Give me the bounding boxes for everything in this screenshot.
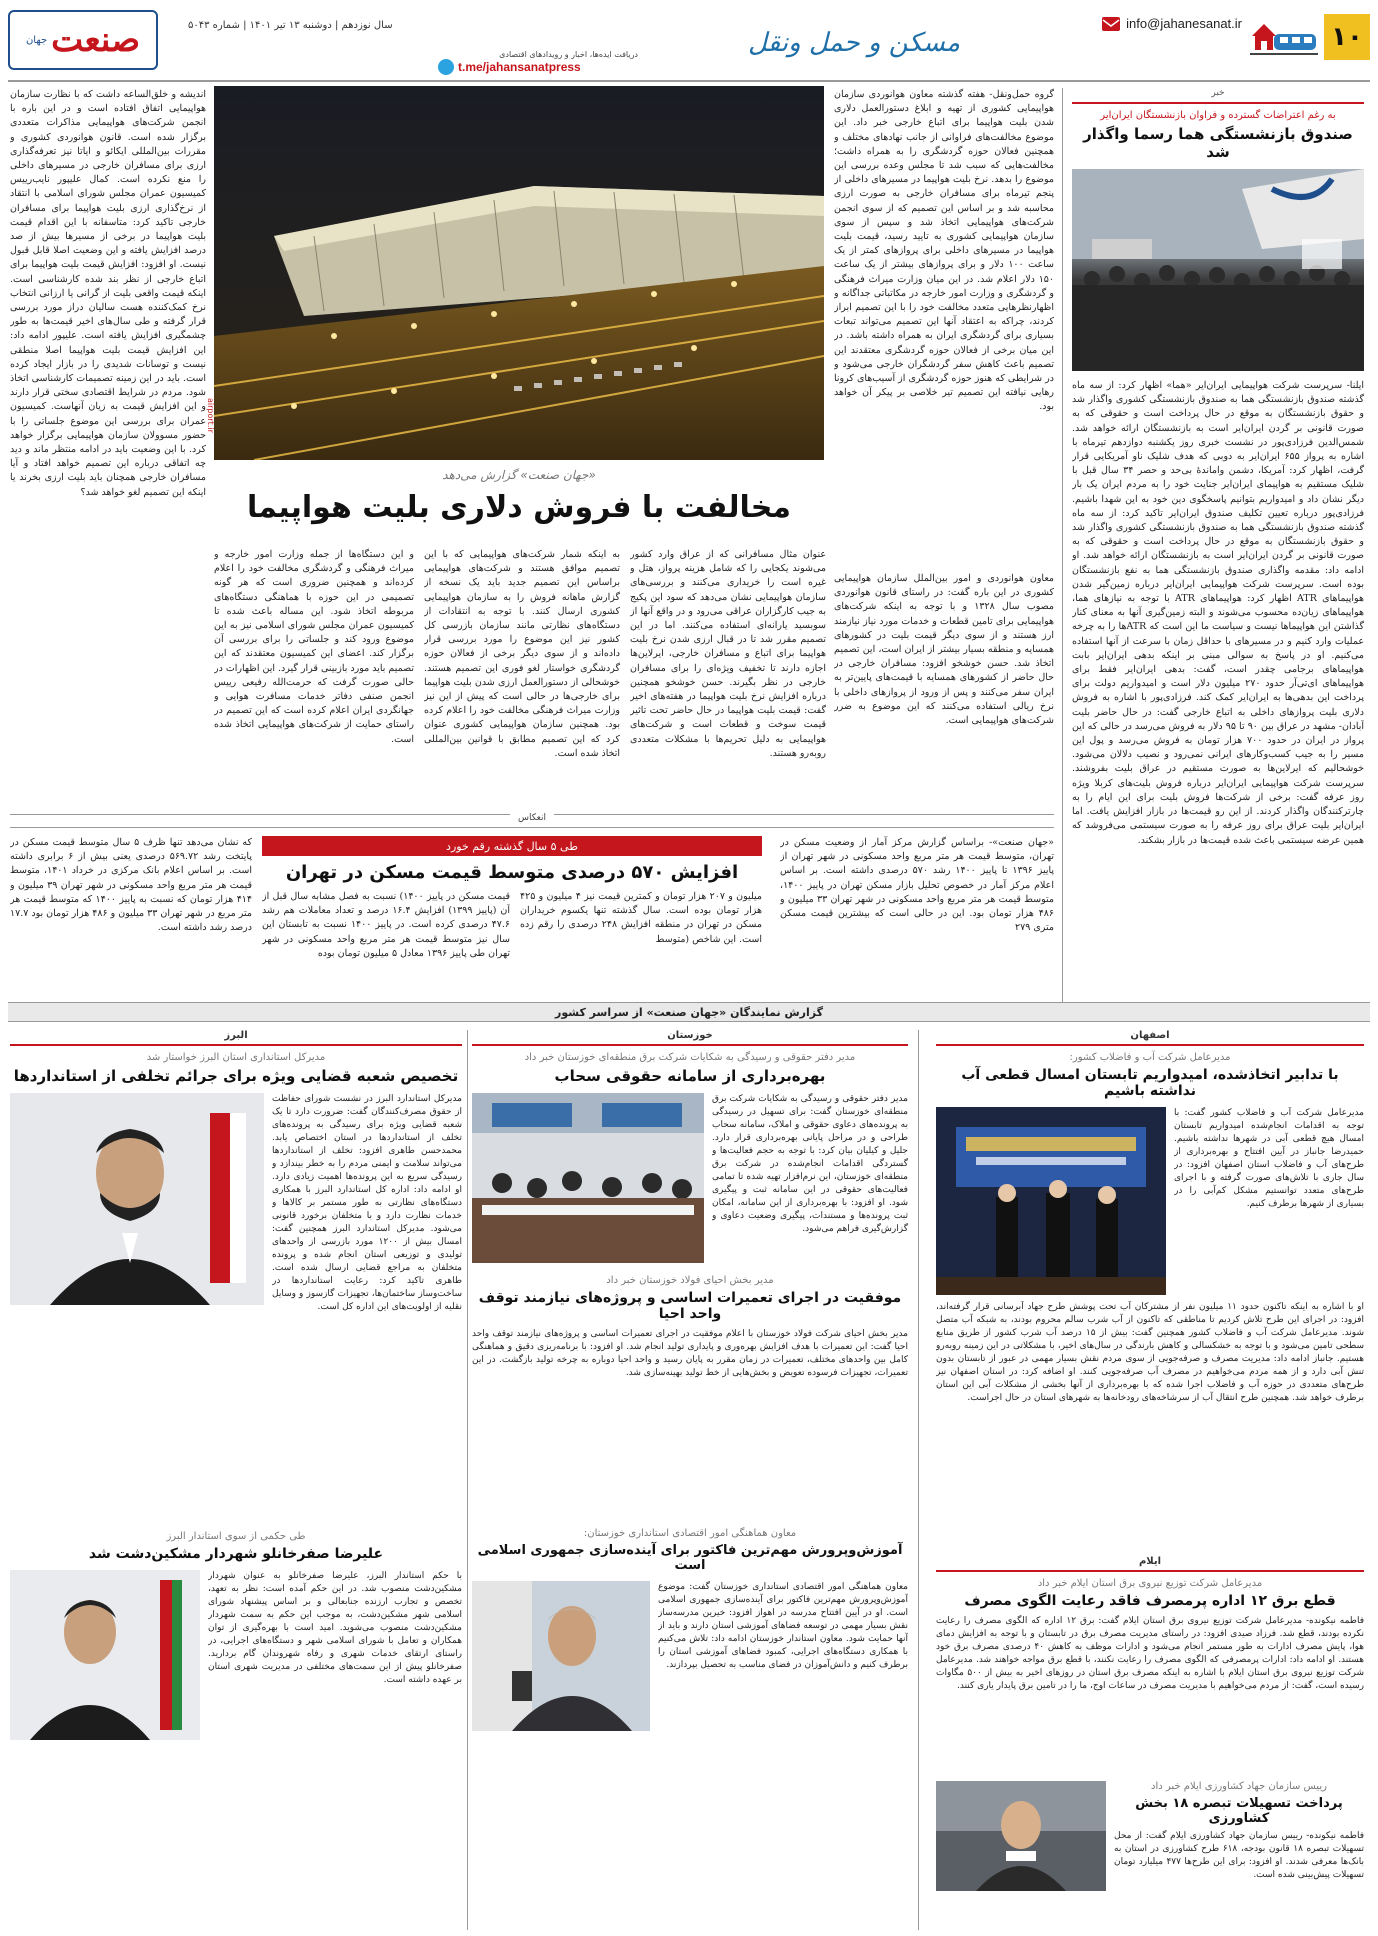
alborz-story xyxy=(10,1030,462,1930)
reflection-col2: میلیون و ۲۰۷ هزار تومان و کمترین قیمت نیز ۴ میلیون و ۴۲۵ هزار تومان بوده است. سال گذشته تنها یکسوم خریداران مسکن در تهران در منطقه افزایش ۲۴۸ درصدی را رقم زده است. این شاخص (متوسط xyxy=(520,891,762,945)
khuzestan-photo xyxy=(472,1093,704,1263)
ilam-photo xyxy=(936,1781,1106,1891)
alborz-headline2: علیرضا صفرخانلو شهردار مشکین‌دشت شد xyxy=(88,1546,384,1562)
khuzestan-kicker3: معاون هماهنگی امور اقتصادی استانداری خوزستان: xyxy=(583,1528,797,1539)
homa-story xyxy=(1072,88,1364,1010)
reflection-kicker-box xyxy=(262,836,762,856)
alborz-headline: تخصیص شعبه قضایی ویژه برای جرائم تخلفی از استانداردها xyxy=(13,1067,459,1085)
khuzestan-story xyxy=(472,1030,908,1930)
khuzestan-headline2: موفقیت در اجرای تعمیرات اساسی و پروژه‌های نیازمند توقف واحد احیا xyxy=(478,1290,902,1322)
alborz-kicker2: طی حکمی از سوی استاندار البرز xyxy=(166,1531,306,1542)
page-number-box xyxy=(1324,14,1370,60)
reflection-tag: انعکاس xyxy=(510,813,554,823)
feature-col-mid3-lower: و این دستگاه‌ها از جمله وزارت امور خارجه و میراث فرهنگی و گردشگری مخالفت خود را اعلام کرده‌اند و همچنین ضروری است که هر گونه تصمیمی در این حوزه با هماهنگی دستگاه‌های مربوطه اتخاذ شود. این مساله باعث شده تا کمیسیون عمران مجلس شورای اسلامی نیز به این موضوع ورود کند و جلساتی را برای بررسی آن برگزار کند. اعضای این کمیسیون معتقدند که این تصمیم باید مورد بازبینی قرار گیرد. این اظهارات در حالی صورت گرفت که حرمت‌الله رفیعی رییس انجمن صنفی دفاتر خدمات مسافرت هوایی و جهانگردی ایران اعلام کرده است که این تصمیم در راستای حمایت از شرکت‌های هواپیمایی اتخاذ شده است. xyxy=(214,549,414,745)
feature-col-mid-lower: عنوان مثال مسافرانی که از عراق وارد کشور می‌شوند یکجایی را که شامل هزینه پرواز، هتل و غیره است را خریداری می‌کنند و بررسی‌های سازمان هواپیمایی نشان می‌دهد که سود این پکیج به جیب کارگزاران عراقی می‌رود و در واقع آنها از سوبسید یارانه‌ای استفاده می‌کنند. اما در این تصمیم مقرر شد تا در قبال ارزی شدن نرخ بلیت هواپیما برای اتباع و مسافران خارجی، ایرلاین‌ها اجازه دارند تا تخفیف ویژه‌ای را برای مسافران خارجی در نظر بگیرند. حسن خوشخو همچنین درباره افزایش نرخ بلیت هواپیما در هفته‌های اخیر گفت: قیمت بلیت هواپیما در حال حاضر تحت تاثیر قیمت سوخت و قطعات است و شرکت‌های هواپیمایی به دلیل تحریم‌ها با مشکلات متعددی روبه‌رو هستند. xyxy=(630,549,826,759)
alborz-kicker: مدیرکل استانداری استان البرز خواستار شد xyxy=(146,1052,326,1063)
khuzestan-headline: بهره‌برداری از سامانه حقوقی سحاب xyxy=(554,1067,826,1085)
khuzestan-headline3: آموزش‌وپرورش مهم‌ترین فاکتور برای آینده‌سازی جمهوری اسلامی است xyxy=(477,1543,903,1573)
ilam-kicker2: رییس سازمان جهاد کشاورزی ایلام خبر داد xyxy=(1151,1781,1327,1792)
right-col-divider xyxy=(1062,88,1063,1008)
email-text[interactable]: info@jahanesanat.ir xyxy=(1126,16,1242,31)
regional-banner-text: گزارش نمایندگان «جهان صنعت» از سراسر کشور xyxy=(555,1005,823,1019)
alborz-body2: با حکم استاندار البرز، علیرضا صفرخانلو به عنوان شهردار مشکین‌دشت منصوب شد. در این حکم آمده است: نظر به تعهد، تخصص و تجارب ارزنده جنابعالی و بر اساس پیشنهاد شورای اسلامی شهر مشکین‌دشت، به موجب این حکم به سمت شهردار مشکین‌دشت منصوب می‌شوید. امید است با بهره‌گیری از توان همکاران و تعامل با شورای اسلامی شهر و دستگاه‌های اجرایی، در راستای ارتقای خدمات شهری و رفاه شهروندان گام بردارید. صفرخانلو پیش از این سمت‌های مختلفی در مدیریت شهری استان بر عهده داشته است. xyxy=(208,1571,462,1685)
telegram-icon xyxy=(438,59,454,75)
train-house-icon xyxy=(1250,18,1318,60)
isfahan-body1: مدیرعامل شرکت آب و فاضلاب کشور گفت: با توجه به اقدامات انجام‌شده امیدواریم تابستان امسال هیچ قطعی آبی در شهرها نداشته باشیم. حمیدرضا جانباز در آیین افتتاح و بهره‌برداری از طرح‌های آب و فاضلاب استان اصفهان افزود: در سال جاری با تلاش‌های صورت گرفته و با اجرای طرح‌های متعدد توانستیم مشکل کم‌آبی را در بسیاری از شهرها برطرف کنیم. xyxy=(1174,1108,1364,1209)
protest-photo xyxy=(1072,169,1364,371)
telegram-promo[interactable] xyxy=(438,50,638,75)
masthead-rule xyxy=(8,80,1370,82)
alborz-portrait xyxy=(10,1093,264,1305)
logo-text: صنعت xyxy=(51,20,141,60)
reflection-kicker: طی ۵ سال گذشته رقم خورد xyxy=(446,839,578,853)
isfahan-story xyxy=(936,1030,1364,1550)
logo-sub: جهان xyxy=(25,34,48,46)
isfahan-label: اصفهان xyxy=(936,1030,1364,1046)
mail-icon xyxy=(1102,17,1120,31)
feature-col-right-lower: معاون هوانوردی و امور بین‌الملل سازمان هواپیمایی کشوری در این باره گفت: در راستای قانون هوانوردی مصوب سال ۱۳۲۸ و با توجه به اینکه شرکت‌های هواپیمایی برای تامین قطعات و خدمات مورد نیاز نیازمند ارز هستند و از سوی دیگر قیمت بلیت در کشورهای همسایه و منطقه بسیار بیشتر از ایران است، این تصمیم اتخاذ شد. حسن خوشخو افزود: مسافران خارجی در حال حاضر از کشورهای همسایه با قیمت‌های پایین‌تر به ایران سفر می‌کنند و پس از ورود از پروازهای داخلی با نرخ ریالی استفاده می‌کنند که این موضوع به ضرر شرکت‌های هواپیمایی است. xyxy=(834,573,1054,727)
isfahan-headline: با تدابیر اتخاذشده، امیدواریم تابستان امسال قطعی آب نداشته باشیم xyxy=(961,1067,1339,1099)
isfahan-kicker: مدیرعامل شرکت آب و فاضلاب کشور: xyxy=(1069,1052,1231,1063)
promo-line: دریافت ایده‌ها، اخبار و رویدادهای اقتصادی xyxy=(499,50,638,59)
alborz-label: البرز xyxy=(10,1030,462,1046)
ilam-story xyxy=(936,1556,1364,1928)
ilam-body2: فاطمه نیکونده- رییس سازمان جهاد کشاورزی ایلام گفت: از محل تسهیلات تبصره ۱۸ قانون بودجه، ۶۱۸ طرح کشاورزی در استان به بانک‌ها معرفی شدند. او افزود: برای این طرح‌ها ۴۷۷ میلیارد تومان تسهیلات پیش‌بینی شده است. xyxy=(1114,1831,1364,1880)
reflection-header xyxy=(10,814,1054,828)
isfahan-photo xyxy=(936,1107,1166,1295)
khuzestan-kicker: مدیر دفتر حقوقی و رسیدگی به شکایات شرکت برق منطقه‌ای خوزستان خبر داد xyxy=(524,1052,856,1063)
feature-col1: گروه حمل‌ونقل- هفته گذشته معاون هوانوردی سازمان هواپیمایی کشوری از تهیه و ابلاغ دستورالعمل دلاری شدن بلیت هواپیما برای اتباع خارجی خبر داد. این موضوع مخالفت‌های فراوانی از جانب نهادهای مختلف و همچنین فعالان حوزه گردشگری را به همراه داشت؛ مخالفت‌هایی که سبب شد تا مجلس وعده بررسی این موضوع را بدهد. نرخ بلیت هواپیما در مسیرهای داخلی از پنجم تیرماه برای مسافران خارجی به صورت ارزی محاسبه شد و بر اساس این تصمیم که از سوی انجمن شرکت‌های هواپیمایی اتخاذ شد و سپس از سوی سازمان هواپیمایی کشوری به تایید رسید، قیمت بلیت هواپیما در مسیرهای داخلی برای پروازهای کمتر از یک ساعت ۱۰۰ دلار و برای پروازهای بیشتر از یک ساعت ۱۵۰ دلار اعلام شد. در این میان وزارت میراث فرهنگی و گردشگری و وزارت امور خارجه در مکاتباتی جداگانه و اظهارنظرهایی متعدد مخالفت خود را با این تصمیم ابراز کردند، چراکه به اعتقاد آنها این تصمیم می‌تواند تبعات بسیاری برای گردشگری ایران به همراه داشته باشد. در این میان برخی از فعالان حوزه گردشگری معتقدند این تصمیم باعث کاهش سفر گردشگران خارجی می‌شود و در شرایطی که هنوز حوزه گردشگری از آسیب‌های کرونا رهایی نیافته این تصمیم تیر خلاصی بر پیکر آن خواهد بود. xyxy=(834,89,1054,413)
logo xyxy=(8,10,158,70)
homa-kicker: به رغم اعتراضات گسترده و فراوان بازنشستگان ایران‌ایر xyxy=(1100,110,1336,121)
khuzestan-body3: معاون هماهنگی امور اقتصادی استانداری خوزستان گفت: موضوع آموزش‌وپرورش مهم‌ترین فاکتور برای آینده‌سازی جمهوری اسلامی است. او در آیین افتتاح مدرسه در اهواز افزود: خیرین مدرسه‌ساز نقش بسیار مهمی در توسعه فضاهای آموزشی استان دارند و باید از آنها حمایت شود. معاون استاندار خوزستان ادامه داد: تلاش می‌کنیم با همکاری دستگاه‌های اجرایی، کمبود فضاهای آموزشی استان را برطرف کنیم و دانش‌آموزان در فضای مناسب به تحصیل بپردازند. xyxy=(658,1582,908,1670)
ilam-headline: قطع برق ۱۲ اداره پرمصرف فاقد رعایت الگوی مصرف xyxy=(964,1593,1336,1609)
regional-divider-2 xyxy=(467,1030,468,1930)
masthead xyxy=(8,6,1370,78)
feature-col-mid2-lower: به اینکه شمار شرکت‌های هواپیمایی که با این تصمیم موافق هستند و شرکت‌های هواپیمایی براساس این تصمیم جدید باید یک نسخه از گزارش ماهانه فروش را به سازمان هواپیمایی کشوری ارسال کنند. با توجه به انتقادات از دستگاه‌های نظارتی مانند سازمان بازرسی کل کشور نیز این موضوع را مورد بررسی قرار داده‌اند و از سوی دیگر برخی از فعالان حوزه گردشگری خواستار لغو فوری این تصمیم هستند. خوشحالی از دستورالعمل ارزی شدن بلیت هواپیما برای خارجی‌ها در حالی است که پیش از این نیز وزارت میراث فرهنگی مخالفت خود را اعلام کرده بود. همچنین سازمان هواپیمایی کشوری عنوان کرد که این تصمیم مطابق با قوانین بین‌المللی اتخاذ شده است. xyxy=(424,549,620,759)
issue-info: سال نوزدهم | دوشنبه ۱۳ تیر ۱۴۰۱ | شماره ۵۰۴۳ xyxy=(188,20,393,31)
reflection-col4: که نشان می‌دهد تنها ظرف ۵ سال متوسط قیمت مسکن در پایتخت رشد ۵۶۹.۷۲ درصدی یعنی بیش از ۶ برابری داشته است. بر اساس اعلام بانک مرکزی در خرداد ۱۴۰۱، متوسط قیمت هر متر مربع واحد مسکونی در شهر تهران ۳۹ میلیون و ۴۱۴ هزار تومان که نسبت به پاییز ۱۴۰۰ که متوسط قیمت هر متر مربع در شهر تهران ۳۳ میلیون و ۴۸۶ هزار تومان بود ۱۷.۷ درصد رشد داشته است. xyxy=(10,837,252,934)
khuzestan-label: خوزستان xyxy=(472,1030,908,1046)
isfahan-body2: او با اشاره به اینکه تاکنون حدود ۱۱ میلیون نفر از مشترکان آب تحت پوشش طرح جهاد آبرسانی قرار گرفته‌اند، افزود: در اجرای این طرح تلاش کردیم تا مناطقی که تاکنون از آب شرب سالم محروم بودند، به شبکه آب متصل شوند. مدیرعامل شرکت آب و فاضلاب کشور همچنین گفت: بیش از ۱۵ درصد آب شرب کشور از طریق منابع سطحی تامین می‌شود و با توجه به خشکسالی و کاهش بارندگی در سال‌های اخیر، با مشکلاتی در این زمینه روبه‌رو هستیم. جانباز ادامه داد: مدیریت مصرف و صرفه‌جویی از سوی مردم نقش بسیار مهمی در عبور از تابستان بدون تنش آبی دارد و از همه مردم می‌خواهیم در مصرف آب صرفه‌جویی کنند. او اضافه کرد: در استان اصفهان نیز طرح‌های متعددی در حوزه آب و فاضلاب اجرا شده که با بهره‌برداری از آنها بخشی از مشکلات آبی این استان برطرف خواهد شد. همچنین طرح انتقال آب از سرشاخه‌های رودخانه‌ها به شهرهای استان در حال اجراست. xyxy=(936,1302,1364,1403)
alborz-portrait2 xyxy=(10,1570,200,1740)
email-block[interactable] xyxy=(1102,16,1242,31)
ilam-headline2: پرداخت تسهیلات تبصره ۱۸ بخش کشاورزی xyxy=(1135,1796,1343,1826)
alborz-body: مدیرکل استاندارد البرز در نشست شورای حفاظت از حقوق مصرف‌کنندگان گفت: ضرورت دارد تا یک شعبه قضایی ویژه برای رسیدگی به پرونده‌های تخلف از استانداردها در استان اختصاص یابد. محمدحسن طاهری افزود: تخلف از استانداردها می‌تواند سلامت و ایمنی مردم را به خطر بیندازد و رسیدگی سریع به این پرونده‌ها اهمیت زیادی دارد. او ادامه داد: اداره کل استاندارد البرز با همکاری دستگاه‌های نظارتی به طور مستمر بر کالاها و خدمات نظارت دارد و با متخلفان برخورد قانونی می‌شود. مدیرکل استاندارد البرز همچنین گفت: امسال بیش از ۱۲۰۰ مورد بازرسی از واحدهای تولیدی و توزیعی استان انجام شده و پرونده متخلفان به مراجع قضایی ارسال شده است. طاهری تاکید کرد: رعایت استانداردها در ساخت‌وساز ساختمان‌ها، تجهیزات گازسوز و وسایل نقلیه از اولویت‌های این اداره کل است. xyxy=(272,1094,462,1312)
regional-banner xyxy=(8,1002,1370,1022)
page-number: ۱۰ xyxy=(1331,22,1363,52)
ilam-body: فاطمه نیکونده- مدیرعامل شرکت توزیع نیروی برق استان ایلام گفت: برق ۱۲ اداره که الگوی مصرف را رعایت نکرده بودند، قطع شد. فرزاد صیدی افزود: در راستای مدیریت مصرف برق در تابستان و با توجه به افزایش دمای هوا، پایش مصرف ادارات به طور مستمر انجام می‌شود و ادارات موظف به کاهش ۴۰ درصدی مصرف برق خود هستند. او ادامه داد: ادارات پرمصرفی که الگوی مصرف را رعایت نکنند، با قطع برق مواجه خواهند شد. مدیرعامل شرکت توزیع نیروی برق استان ایلام با اشاره به اینکه مصرف برق استان در روزهای اخیر به بیش از ۵۰۰ مگاوات رسیده است، گفت: از مردم می‌خواهیم با مدیریت مصرف در ساعات اوج، ما را در تامین برق پایدار یاری کنند. xyxy=(936,1616,1364,1691)
photo-credit: airport.ir xyxy=(206,398,215,433)
regional-divider-1 xyxy=(918,1030,919,1930)
homa-headline: صندوق بازنشستگی هما رسما واگذار شد xyxy=(1083,125,1353,161)
airport-photo xyxy=(214,86,824,460)
khuzestan-portrait xyxy=(472,1581,650,1731)
khuzestan-body: مدیر دفتر حقوقی و رسیدگی به شکایات شرکت برق منطقه‌ای خوزستان گفت: برای تسهیل در رسیدگی به پرونده‌های دعاوی حقوقی و املاک، سامانه سحاب طراحی و در مراحل پایانی بهره‌برداری قرار دارد. جلیل و کیلیان بیان کرد: با توجه به حجم فعالیت‌ها و گستردگی اقدامات انجام‌شده در شرکت برق منطقه‌ای خوزستان، این نرم‌افزار تهیه شده تا تمامی فعالیت‌های حقوقی در این سامانه ثبت و پیگیری شود. او افزود: با بهره‌برداری از این سامانه، امکان ثبت پرونده‌ها و مستندات، پیگیری وضعیت دعاوی و گزارش‌گیری فراهم می‌شود. xyxy=(712,1094,908,1234)
feature-kicker: «جهان صنعت» گزارش می‌دهد xyxy=(442,468,596,482)
news-tag: خبر xyxy=(1205,88,1230,98)
khuzestan-body2: مدیر بخش احیای شرکت فولاد خوزستان با اعلام موفقیت در اجرای تعمیرات اساسی و پروژه‌های نیازمند توقف واحد احیا گفت: این تعمیرات با هدف افزایش بهره‌وری و پایداری تولید انجام شد. او افزود: با برنامه‌ریزی دقیق و هماهنگی کامل بین واحدهای مختلف، تعمیرات در زمان مقرر به پایان رسید و واحد احیا دوباره به چرخه تولید بازگشت. در این تعمیرات، تجهیزات فرسوده تعویض و بخش‌هایی از خط تولید بهینه‌سازی شد. xyxy=(472,1329,908,1378)
reflection-col3: قیمت مسکن در پاییز ۱۴۰۰) نسبت به فصل مشابه سال قبل از آن (پاییز ۱۳۹۹) افزایش ۱۶.۴ درصد و تعداد معاملات هم رشد ۴۷.۶ درصدی کرده است. در پاییز ۱۴۰۰ نسبت به تابستان این سال نیز متوسط قیمت هر متر مربع واحد مسکونی در شهر تهران طی پاییز ۱۳۹۶ معادل ۵ میلیون تومان بوده xyxy=(262,891,510,959)
reflection-col1: «جهان صنعت»- براساس گزارش مرکز آمار از وضعیت مسکن در تهران، متوسط قیمت هر متر مربع واحد مسکونی در شهر تهران از پاییز ۱۳۹۶ تا پاییز ۱۴۰۰ رشد ۵۷۰ درصدی داشته است. بر اساس اعلام مرکز آمار در خصوص تحلیل بازار مسکن تهران در پاییز ۱۴۰۰، متوسط قیمت هر متر مربع واحد مسکونی در شهر تهران ۳۳ میلیون و ۴۸۶ هزار تومان بود. این در حالی است که بیشترین قیمت مسکن متری ۲۷۹ xyxy=(780,837,1054,934)
feature-left-col: اندیشه و خلق‌الساعه داشت که با نظارت سازمان هواپیمایی اتفاق افتاده است و در این باره با انجمن شرکت‌های هواپیمایی مذاکرات متعددی برگزار شده است. قانون هوانوردی کشوری و مقررات بین‌المللی ایکائو و ایاتا نیز تعرفه‌گذاری ارزی برای مسافران خارجی در مسیرهای داخلی را منع نکرده است. کمال علیپور نایب‌رییس کمیسیون عمران مجلس شورای اسلامی با انتقاد از نرخ‌گذاری ارزی بلیت هواپیما برای مسافران خارجی تاکید کرد: متاسفانه با این اقدام قیمت بلیت هواپیما در برخی از مسیرها بیش از صد درصد افزایش یافته و این وضعیت اصلا قابل قبول نیست. او افزود: افزایش قیمت بلیت هواپیما برای اتباع خارجی از نظر بند شده کارشناسی است. اینکه قیمت واقعی بلیت از گرانی یا ارزانی انتخاب نرخ کمک‌کننده هست سالیان دراز مورد بررسی قرار گرفته و طی سال‌های اخیر قیمت‌ها به طور چشمگیری افزایش یافته است. علیپور ادامه داد: این افزایش قیمت بلیت هواپیما اصلا منطقی نیست و توسانات شدیدی را در بازار ایجاد کرده است. باید در این زمینه تصمیمات کارشناسی اتخاذ شود. مردم در شرایط اقتصادی سختی قرار دارند و این افزایش قیمت به زیان آنهاست. کمیسیون عمران برای بررسی این موضوع جلساتی را با حضور مسوولان سازمان هواپیمایی برگزار خواهد کرد. با این وضعیت باید در ادامه منتظر ماند و دید چه اتفاقی درباره این تصمیم خواهد افتاد و آیا مسافران خارجی همچنان باید بلیت ارزی بخرند یا اینکه این تصمیم لغو خواهد شد؟ xyxy=(10,89,206,498)
telegram-handle[interactable]: t.me/jahansanatpress xyxy=(458,60,581,74)
section-title: مسکن و حمل ونقل xyxy=(748,28,961,58)
ilam-label: ایلام xyxy=(936,1556,1364,1572)
reflection-headline: افزایش ۵۷۰ درصدی متوسط قیمت مسکن در تهران xyxy=(285,862,739,883)
ilam-kicker: مدیرعامل شرکت توزیع نیروی برق استان ایلام خبر داد xyxy=(1037,1578,1263,1589)
homa-body: ایلنا- سرپرست شرکت هواپیمایی ایران‌ایر «هما» اظهار کرد: از سه ماه گذشته صندوق بازنشستگی هما به صندوق بازنشستگی کشوری واگذار شد و حقوق بازنشستگان به موقع در حال پرداخت است و حقوقی که به صورت قانونی بر گردن ایران‌ایر است به بازنشستگان ارائه خواهد شد. شمس‌الدین فرزادی‌پور در نشست خبری روز یکشنبه دوازدهم تیرماه با اشاره به پرواز ۶۵۵ ایران‌ایر به دوبی که هدف شلیک ناو آمریکایی قرار گرفت، اظهار کرد: آمریکا، دشمن واماندۀ بی‌حد و حصر ۳۴ سال قبل با شلیک مستقیم به هواپیمای ایران‌ایر جنایت خود را به مردم ایران یک بار دیگر نشان داد و امیدواریم بتوانیم پاسخگوی دین خود به این شهدا باشیم. فرزادی‌پور درباره تعیین تکلیف صندوق ایران‌ایر تاکید کرد: از سه ماه گذشته صندوق بازنشستگی هما به صندوق بازنشستگی کشوری واگذار شد و حقوق بازنشستگان به موقع در حال پرداخت است و حقوقی که به صورت قانونی بر گردن ایران‌ایر است به بازنشستگان ارائه خواهد شد. او ادامه داد: مقدمه واگذاری صندوق بازنشستگی هما به نفع بازنشستگان بوده است. سرپرست شرکت هواپیمایی ایران‌ایر درباره زمین‌گیر شدن هواپیماهای ATR اظهار کرد: هواپیماهای ATR با توجه به نیازهای هما، هواپیماهای زیان‌ده محسوب می‌شوند و البته زمین‌گیری آنها به معنای کنار گذاشتن این هواپیماها نیست و سیاست ما این است که ATRها را به چرخه عملیات وارد کنیم و در مسیرهای با حداقل زمان با سرعت از آنها استفاده می‌کنیم. او در پاسخ به سوالی مبنی بر اینکه بدهی ایران‌ایر بابت هواپیماهای برجامی چقدر است، گفت: بدهی ایران‌ایر فقط برای هواپیماهای ای‌تی‌آر حدود ۲۷۰ میلیون دلار است و امیدواریم دولت برای پرداخت این بدهی‌ها به ایران‌ایر کمک کند. فرزادی‌پور با اشاره به فروش دلاری بلیت پروازهای داخلی به اتباع خارجی گفت: در حال حاضر بلیت آبادان- مشهد در عراق بین ۹۰ تا ۹۵ دلار به فروش می‌رسد در حالی که این پرواز در ایران در حدود ۷۰۰ هزار تومان به فروش می‌رسد و پول این مسیر را به جیب کسب‌وکارهای ایرانی نمی‌رود و نصیب دلالان می‌شود. خوشحالیم که ایرلاین‌ها به صورت مستقیم در عراق بلیت بفروشند. سرپرست شرکت هواپیمایی ایران‌ایر درباره فروش بلیت‌های کربلا ویژه روز عرفه گفت: برخی از شرکت‌ها فروش بلیت برای این ایام را به چارترکنندگان واگذار کردند. از این رو قیمت‌ها در بازار افزایش یافت. اما ایران‌ایر بلیت عراق برای روز عرفه را به صورت سیستمی می‌فروشد که همین عرضه سیستمی باعث شده قیمت‌ها در بازار بشکند. xyxy=(1072,380,1364,846)
feature-headline: مخالفت با فروش دلاری بلیت هواپیما xyxy=(247,490,791,525)
khuzestan-kicker2: مدیر بخش احیای فولاد خوزستان خبر داد xyxy=(606,1275,774,1286)
